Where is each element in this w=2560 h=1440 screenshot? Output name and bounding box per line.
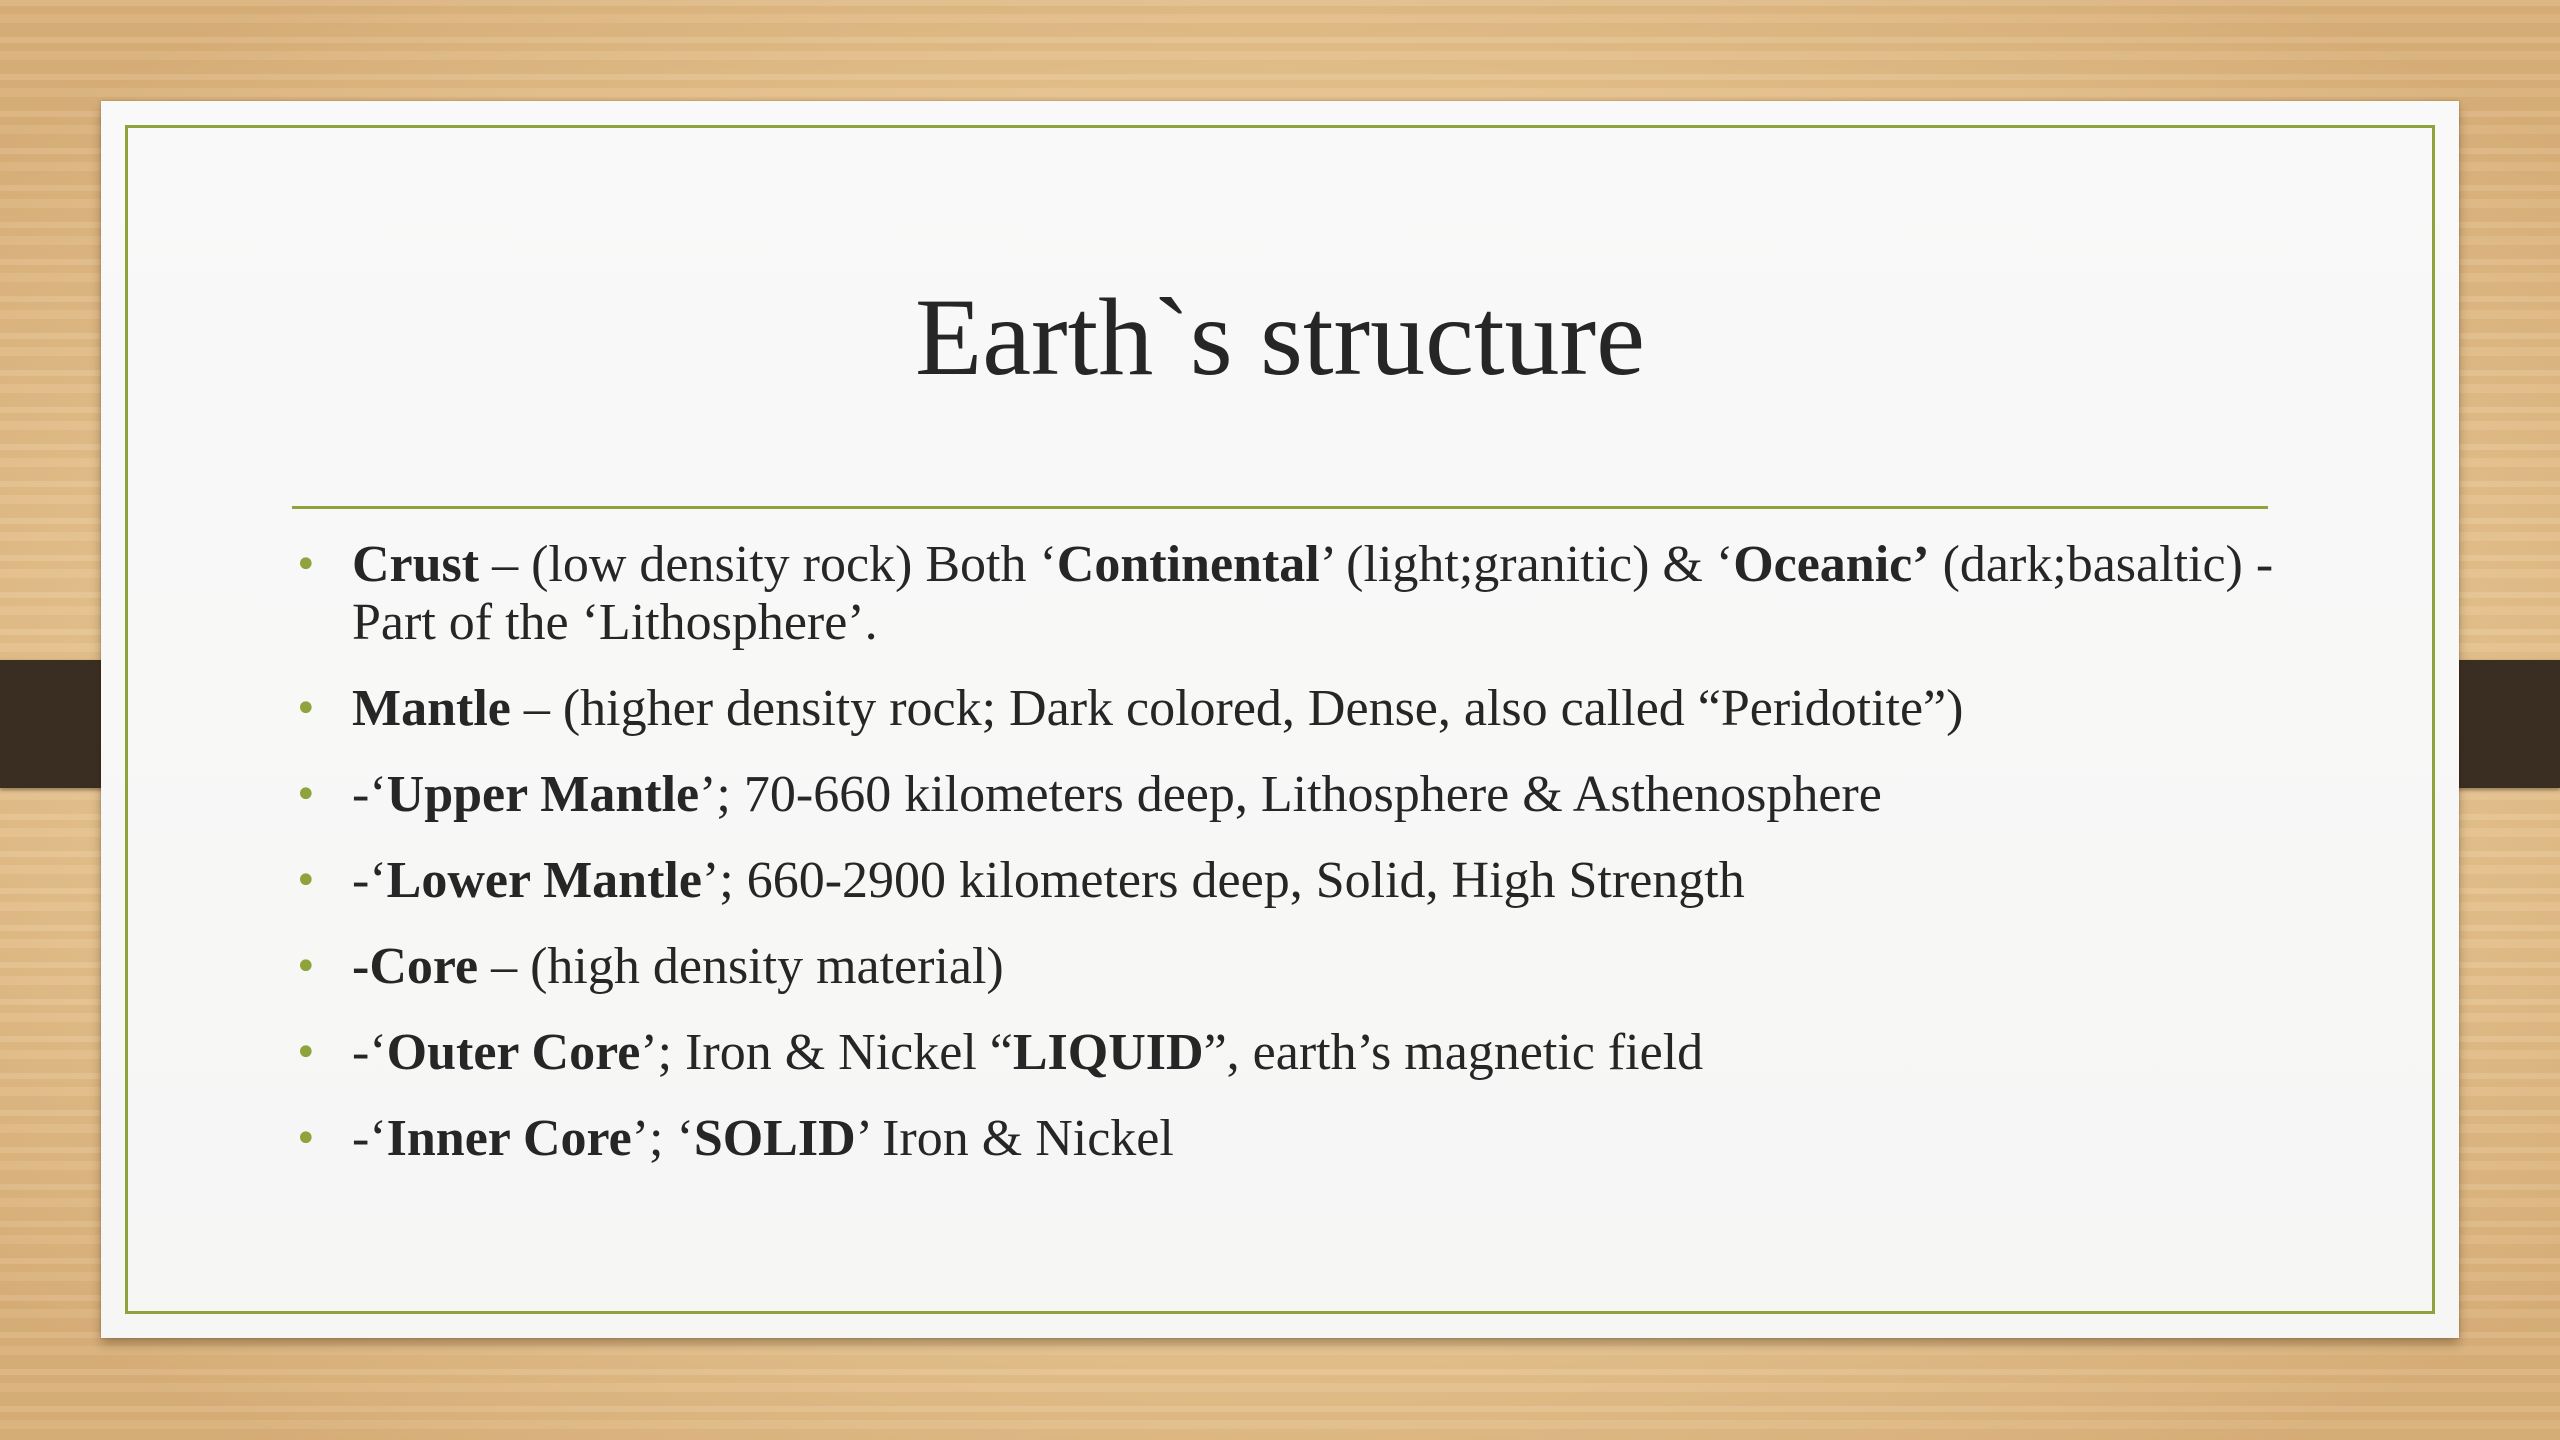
bullet-item xyxy=(292,1110,2282,1168)
bullet-text: -‘ xyxy=(352,852,387,909)
bullet-bold-text: SOLID xyxy=(693,1110,856,1167)
bullet-bold-text: Outer Core xyxy=(386,1024,641,1081)
bullet-item xyxy=(292,680,2282,738)
slide-title: Earth`s structure xyxy=(915,276,1645,398)
bullet-text: ’; ‘ xyxy=(631,1110,694,1167)
bullet-text: -‘ xyxy=(352,1110,387,1167)
bullet-item xyxy=(292,1024,2282,1082)
title-divider xyxy=(292,506,2268,509)
bullet-bold-text: LIQUID xyxy=(1012,1024,1204,1081)
bullet-bold-text: Inner Core xyxy=(386,1110,632,1167)
bullet-bold-text: Continental xyxy=(1056,536,1320,593)
bullet-text: – (high density material) xyxy=(478,938,1004,995)
bullet-text: ’ (light;granitic) & ‘ xyxy=(1319,536,1734,593)
bullet-bold-text: Oceanic’ xyxy=(1733,536,1930,593)
bullet-text: ’; 70-660 kilometers deep, Lithosphere & Asthenosphere xyxy=(699,766,1882,823)
bullet-dot-icon: • xyxy=(294,858,318,904)
bullet-list xyxy=(292,536,2282,1196)
bullet-text: ’; 660-2900 kilometers deep, Solid, High Strength xyxy=(701,852,1745,909)
bullet-dot-icon: • xyxy=(294,1030,318,1076)
bullet-dot-icon: • xyxy=(294,772,318,818)
bullet-text: – (low density rock) Both ‘ xyxy=(479,536,1057,593)
bullet-item xyxy=(292,536,2282,652)
bullet-item xyxy=(292,852,2282,910)
bullet-text: (dark;basaltic) -Part of the ‘Lithosphere’. xyxy=(352,536,2274,651)
bullet-dot-icon: • xyxy=(294,944,318,990)
bullet-bold-text: Lower Mantle xyxy=(386,852,702,909)
bullet-text: ”, earth’s magnetic field xyxy=(1203,1024,1704,1081)
bullet-bold-text: Mantle xyxy=(352,680,511,737)
bullet-item xyxy=(292,938,2282,996)
bullet-dot-icon: • xyxy=(294,686,318,732)
bullet-bold-text: Upper Mantle xyxy=(386,766,700,823)
bullet-text: -‘ xyxy=(352,1024,387,1081)
bullet-bold-text: Crust xyxy=(352,536,480,593)
bullet-text: ’ Iron & Nickel xyxy=(855,1110,1174,1167)
bullet-item xyxy=(292,766,2282,824)
bullet-bold-text: -Core xyxy=(352,938,479,995)
bullet-dot-icon: • xyxy=(294,1116,318,1162)
bullet-text: – (higher density rock; Dark colored, Dense, also called “Peridotite”) xyxy=(510,680,1964,737)
bullet-text: -‘ xyxy=(352,766,387,823)
bullet-dot-icon: • xyxy=(294,542,318,588)
bullet-text: ’; Iron & Nickel “ xyxy=(640,1024,1013,1081)
